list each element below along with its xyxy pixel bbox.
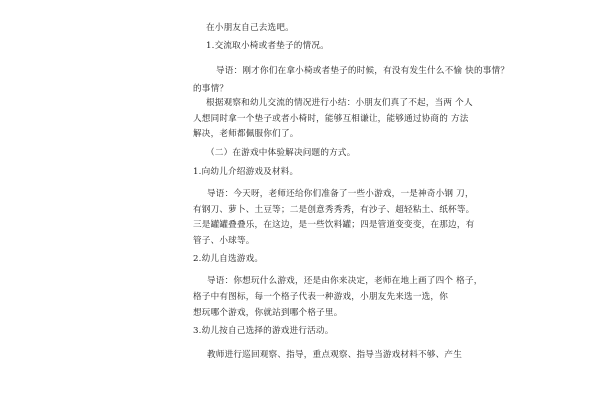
text-line-observe-1: 教师进行巡回观察、指导，重点观察、指导当游戏材料不够、产生	[207, 350, 463, 360]
text-line-prompt-1: 导语：刚才你们在拿小椅或者垫子的时候，有没有发生什么不愉 快的事情？	[216, 66, 510, 76]
text-line-choose-1: 导语：你想玩什么游戏，还是由你来决定，老师在地上画了四个 格子，	[207, 276, 483, 286]
section-heading-exchange-mats: 1.交流取小椅或者垫子的情况。	[206, 41, 329, 51]
section-heading-game-problem-solving: （二）在游戏中体验解决问题的方式。	[206, 148, 356, 158]
text-line-games-4: 管子、小球等。	[193, 236, 255, 246]
text-line-games-1: 导语：今天呀，老师还给你们准备了一些小游戏，一是神奇小钢 刀，	[207, 189, 474, 199]
text-line-games-2: 有钢刀、萝卜、土豆等；二是创意秀秀秀，有沙子、超轻粘土、纸杯等。	[193, 205, 475, 215]
section-heading-play-activity: 3.幼儿按自己选择的游戏进行活动。	[193, 326, 334, 336]
text-line-summary-1: 根据观察和幼儿交流的情况进行小结：小朋友们真了不起，当两 个人	[206, 98, 473, 108]
text-line-games-3: 三是罐罐叠叠乐，在这边，是一些饮料罐；四是管道变变变，在那边，有	[193, 220, 475, 230]
text-line-summary-2: 人想同时拿一个垫子或者小椅时，能够互相谦让，能够通过协商的 方法	[193, 114, 469, 124]
section-heading-introduce-games: 1.向幼儿介绍游戏及材料。	[193, 167, 299, 177]
text-line-summary-3: 解决，老师都佩服你们了。	[193, 129, 299, 139]
text-line-prompt-1-cont: 的事情？	[193, 84, 229, 94]
text-line-1: 在小朋友自己去选吧。	[206, 23, 294, 33]
section-heading-choose-game: 2.幼儿自选游戏。	[193, 254, 264, 264]
text-line-choose-2: 格子中有图标，每一个格子代表一种游戏，小朋友先来选一选，你	[193, 292, 449, 302]
text-line-choose-3: 想玩哪个游戏，你就站到哪个格子里。	[193, 308, 343, 318]
